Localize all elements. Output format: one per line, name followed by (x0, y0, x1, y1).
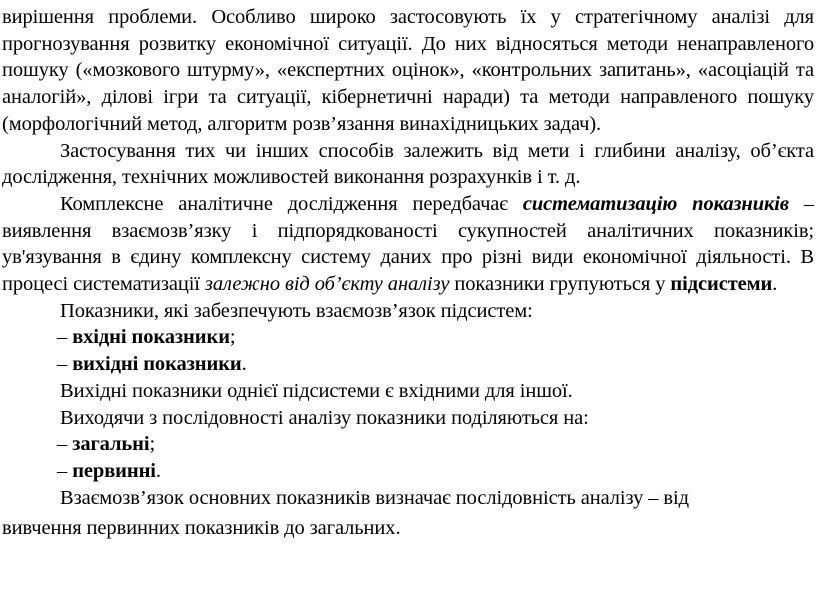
paragraph-linking-indicators: Показники, які забезпечують взаємозв’язок підсистем: (60, 299, 533, 322)
paragraph-sequence: Виходячи з послідовності аналізу показники поділяються на: (60, 406, 589, 429)
paragraph-application: Застосування тих чи інших способів залежить від мети і глибини аналізу, об’єкта дослідження, технічних можливостей виконання розрахунків і т. д. (2, 139, 814, 189)
paragraph-conclusion-line1: Взаємозв’язок основних показників визначає послідовність аналізу – від (60, 486, 689, 509)
list-term: вхідні показники (72, 326, 230, 349)
list-dash: – (57, 433, 73, 456)
text-segment: . (772, 273, 778, 296)
emphasis-object: залежно від об’єкту аналізу (204, 273, 450, 296)
list-punct: ; (229, 326, 236, 349)
list-term: загальні (72, 433, 150, 456)
paragraph-systematization (2, 191, 814, 298)
paragraph-output-input: Вихідні показники однієї підсистеми є вхідними для іншої. (60, 379, 573, 402)
list-punct: ; (149, 433, 156, 456)
text-segment: – виявлення взаємозв’язку і підпорядкованості сукупностей аналітичних показників; ув'язування в єдину комплексну систему даних про різні види економічної діяльності. В процесі систематизації (2, 192, 814, 296)
list-item (2, 324, 814, 351)
list-term: вихідні показники (72, 353, 242, 376)
text-segment: Комплексне аналітичне дослідження передбачає (60, 192, 523, 215)
list-dash: – (57, 353, 73, 376)
list-item (2, 431, 814, 458)
list-item (2, 458, 814, 485)
emphasis-systematization: систематизацію показників (522, 192, 789, 215)
paragraph-conclusion-line2: вивчення первинних показників до загальних. (2, 517, 401, 540)
emphasis-subsystems: підсистеми (670, 273, 773, 296)
list-term: первинні (72, 459, 156, 482)
list-dash: – (57, 459, 73, 482)
list-dash: – (57, 326, 73, 349)
list-item (2, 351, 814, 378)
list-punct: . (155, 459, 161, 482)
paragraph-methods: вирішення проблеми. Особливо широко застосовують їх у стратегічному аналізі для прогнозування розвитку економічної ситуації. До них відносяться методи ненаправленого пошуку («мозкового штурму», «експертних оцінок», «контрольних запитань», «асоціацій та аналогій», ділові ігри та ситуації, кібернетичні наради) та методи направленого пошуку (морфологічний метод, алгоритм розв’язання винахідницьких задач). (2, 6, 814, 135)
list-punct: . (241, 353, 247, 376)
text-segment: показники групуються у (449, 273, 671, 296)
